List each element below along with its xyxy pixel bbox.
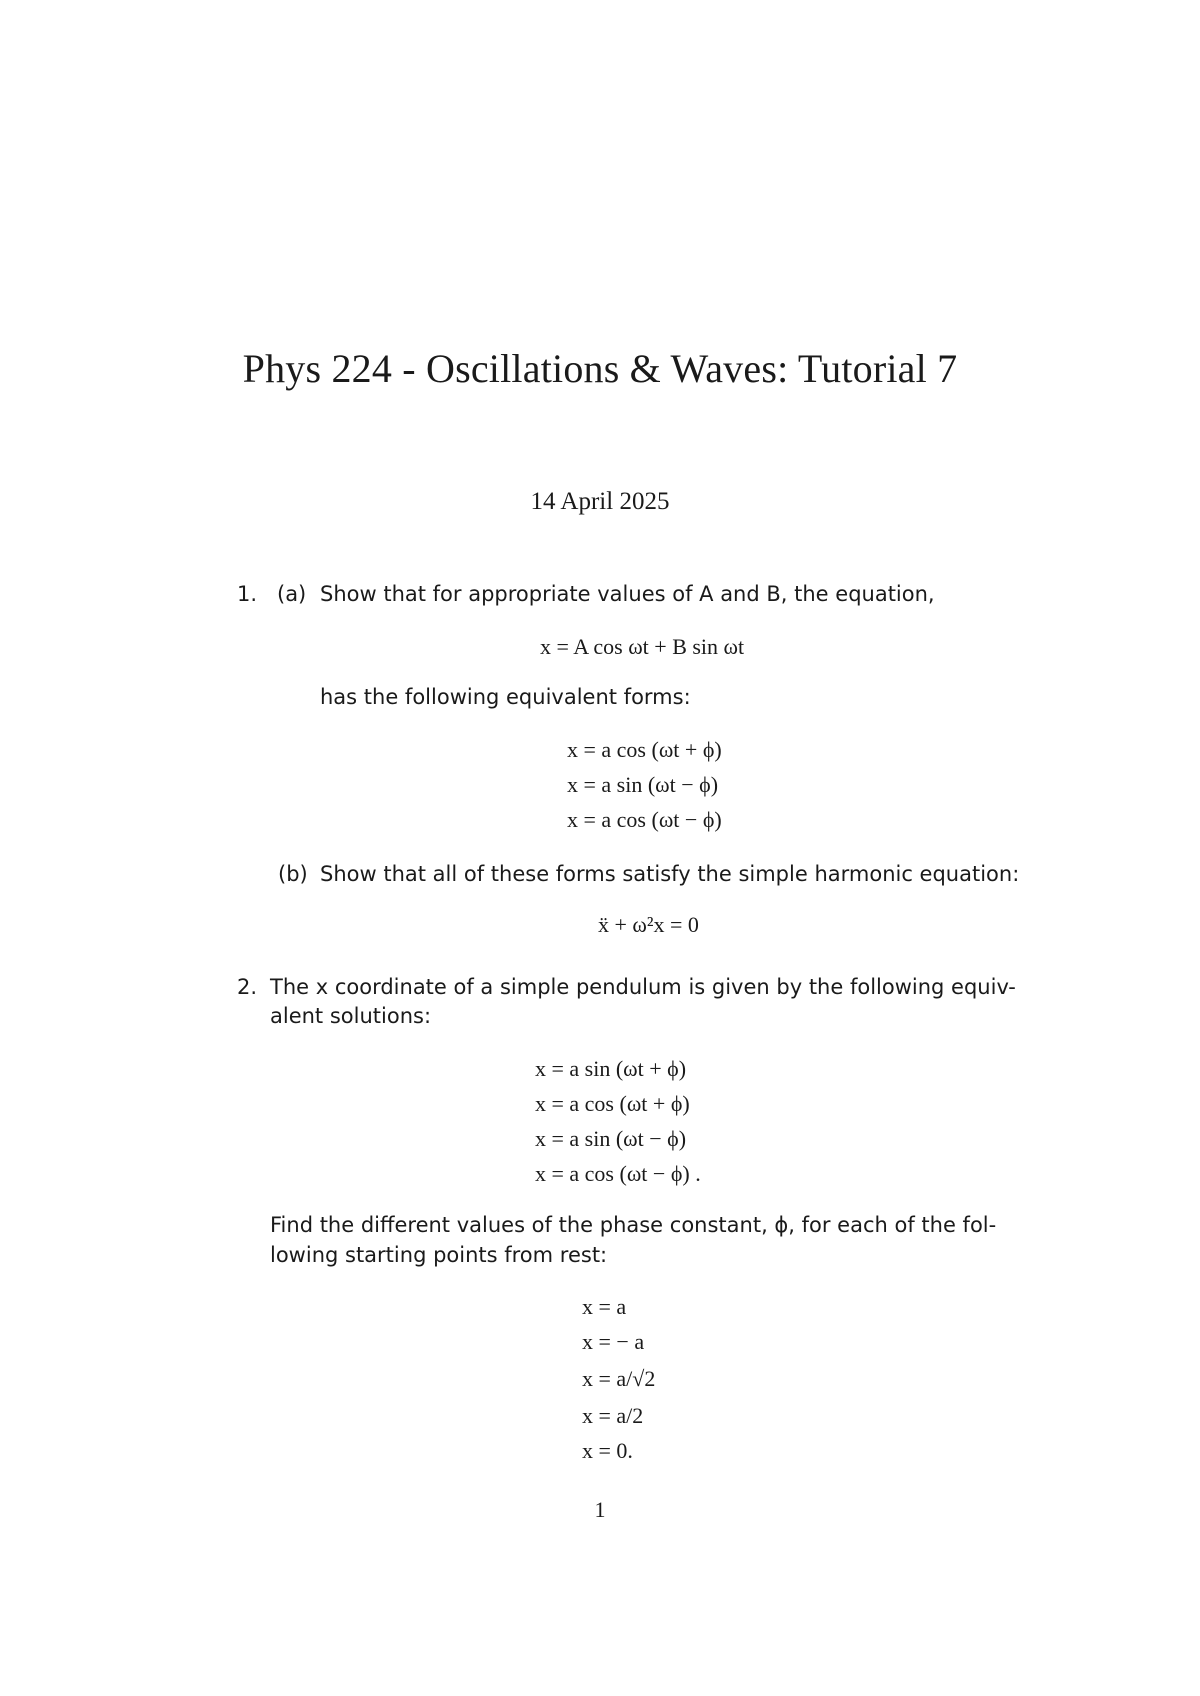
question-2-solution: x = a cos (ωt + ϕ): [535, 1091, 690, 1116]
question-2-start-point: x = − a: [582, 1329, 645, 1354]
question-2-text-line2: alent solutions:: [270, 1004, 432, 1028]
page-number: 1: [594, 1497, 606, 1522]
question-1b-equation: ẍ + ω²x = 0: [598, 912, 699, 937]
question-1-number: 1.: [237, 582, 258, 606]
question-2-solution: x = a sin (ωt − ϕ): [535, 1126, 687, 1151]
question-1a-followup: has the following equivalent forms:: [320, 685, 691, 709]
question-1a-label: (a): [277, 582, 307, 606]
question-2-number: 2.: [237, 975, 258, 999]
question-2-text-line1: The x coordinate of a simple pendulum is given by the following equiv-: [270, 975, 1016, 999]
question-1b-text: Show that all of these forms satisfy the simple harmonic equation:: [320, 862, 1020, 886]
question-1a-form: x = a cos (ωt + ϕ): [567, 737, 722, 762]
page-title: Phys 224 - Oscillations & Waves: Tutorial 7: [242, 346, 958, 391]
tutorial-date: 14 April 2025: [530, 488, 670, 515]
question-2-start-point: x = a: [582, 1294, 627, 1319]
question-2-solution: x = a cos (ωt − ϕ) .: [535, 1161, 701, 1186]
question-2-start-point: x = a/2: [582, 1403, 644, 1428]
question-1a-main-equation: x = A cos ωt + B sin ωt: [540, 634, 745, 659]
question-2-find-line2: lowing starting points from rest:: [270, 1243, 608, 1267]
question-1a-form: x = a cos (ωt − ϕ): [567, 807, 722, 832]
question-2-solution: x = a sin (ωt + ϕ): [535, 1056, 687, 1081]
question-2-start-point: x = 0.: [582, 1438, 633, 1463]
question-1a-form: x = a sin (ωt − ϕ): [567, 772, 719, 797]
question-1b-label: (b): [278, 862, 308, 886]
question-2-find-line1: Find the different values of the phase constant, ϕ, for each of the fol-: [270, 1213, 997, 1237]
question-1a-text: Show that for appropriate values of A and B, the equation,: [320, 582, 935, 606]
question-2-start-point: x = a/√2: [582, 1366, 656, 1391]
